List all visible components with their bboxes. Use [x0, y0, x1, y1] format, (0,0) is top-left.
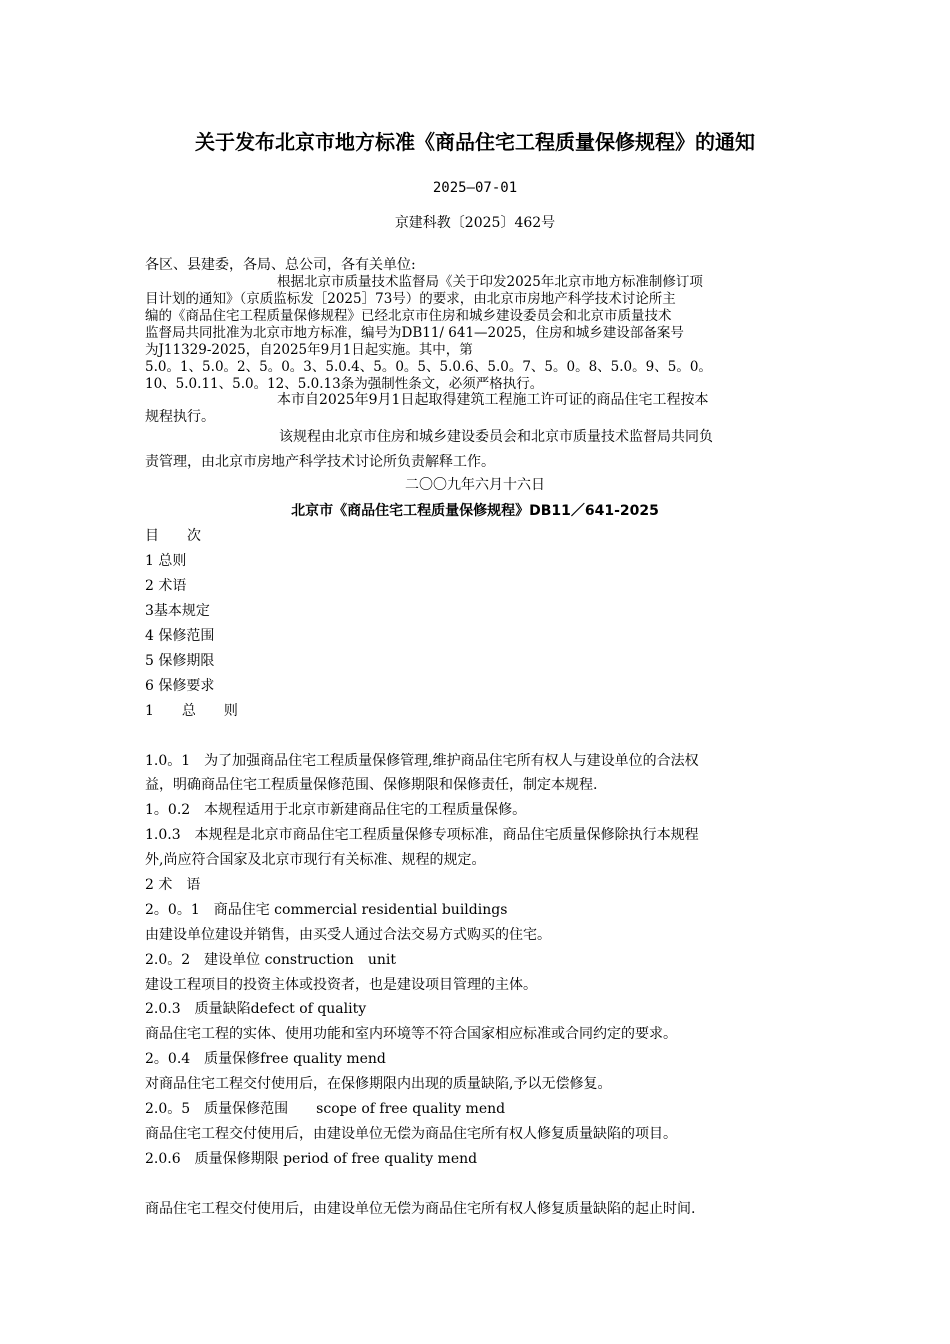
clause-line: 1.0.3 本规程是北京市商品住宅工程质量保修专项标准，商品住宅质量保修除执行本规程: [145, 827, 699, 843]
term-definition: 商品住宅工程交付使用后，由建设单位无偿为商品住宅所有权人修复质量缺陷的起止时间.: [145, 1201, 696, 1217]
toc-item: 4 保修范围: [145, 628, 215, 644]
salutation: 各区、县建委，各局、总公司，各有关单位:: [145, 257, 416, 273]
term-definition: 建设工程项目的投资主体或投资者，也是建设项目管理的主体。: [145, 977, 537, 993]
toc-item: 5 保修期限: [145, 653, 215, 669]
clause-1-0-2: 1。0.2 本规程适用于北京市新建商品住宅的工程质量保修。: [145, 802, 527, 818]
clause-line: 1.0。1 为了加强商品住宅工程质量保修管理,维护商品住宅所有权人与建设单位的合法权: [145, 753, 699, 769]
term-definition: 由建设单位建设并销售，由买受人通过合法交易方式购买的住宅。: [145, 927, 551, 943]
toc-item: 6 保修要求: [145, 678, 215, 694]
document-number: 京建科教〔2025〕462号: [394, 215, 556, 231]
paragraph-line: 根据北京市质量技术监督局《关于印发2025年北京市地方标准制修订项: [277, 274, 703, 290]
standard-title: 北京市《商品住宅工程质量保修规程》DB11／641-2025: [291, 503, 659, 519]
toc-item: 3基本规定: [145, 603, 210, 619]
clause-line: 外,尚应符合国家及北京市现行有关标准、规程的规定。: [145, 852, 486, 868]
term-heading: 2.0。5 质量保修范围 scope of free quality mend: [145, 1101, 506, 1117]
chapter-2-heading: 2 术 语: [145, 877, 201, 893]
paragraph-line: 监督局共同批准为北京市地方标准，编号为DB11/ 641—2025，住房和城乡建设部备案号: [145, 325, 684, 341]
chapter-1-heading: 1 总 则: [145, 703, 238, 719]
paragraph-line: 5.0。1、5.0。2、5。0。3、5.0.4、5。0。5、5.0.6、5.0。7、5。0。8、5.0。9、5。0。: [145, 359, 712, 375]
term-heading: 2.0.6 质量保修期限 period of free quality mend: [145, 1151, 478, 1167]
paragraph-line: 10、5.0.11、5.0。12、5.0.13条为强制性条文，必须严格执行。: [145, 376, 544, 392]
paragraph-line: 编的《商品住宅工程质量保修规程》已经北京市住房和城乡建设委员会和北京市质量技术: [145, 308, 672, 324]
term-definition: 商品住宅工程的实体、使用功能和室内环境等不符合国家相应标准或合同约定的要求。: [145, 1026, 677, 1042]
term-definition: 对商品住宅工程交付使用后，在保修期限内出现的质量缺陷,予以无偿修复。: [145, 1076, 612, 1092]
sign-date: 二〇〇九年六月十六日: [405, 477, 545, 493]
notice-title: 关于发布北京市地方标准《商品住宅工程质量保修规程》的通知: [195, 130, 755, 154]
paragraph-line: 责管理，由北京市房地产科学技术讨论所负责解释工作。: [145, 454, 495, 470]
toc-heading: 目 次: [145, 528, 201, 544]
term-heading: 2。0。1 商品住宅 commercial residential buildings: [145, 902, 508, 918]
term-heading: 2。0.4 质量保修free quality mend: [145, 1051, 386, 1067]
paragraph-line: 为J11329-2025，自2025年9月1日起实施。其中，第: [145, 342, 473, 358]
paragraph-line: 目计划的通知》（京质监标发［2025］73号）的要求，由北京市房地产科学技术讨论所主: [145, 291, 676, 307]
clause-line: 益，明确商品住宅工程质量保修范围、保修期限和保修责任，制定本规程.: [145, 777, 598, 793]
toc-item: 1 总则: [145, 553, 187, 569]
paragraph-line: 该规程由北京市住房和城乡建设委员会和北京市质量技术监督局共同负: [279, 429, 713, 445]
paragraph-line: 规程执行。: [145, 409, 215, 425]
notice-date: 2025—07-01: [432, 180, 518, 196]
term-heading: 2.0.3 质量缺陷defect of quality: [145, 1001, 367, 1017]
paragraph-line: 本市自2025年9月1日起取得建筑工程施工许可证的商品住宅工程按本: [277, 392, 709, 408]
term-definition: 商品住宅工程交付使用后，由建设单位无偿为商品住宅所有权人修复质量缺陷的项目。: [145, 1126, 677, 1142]
term-heading: 2.0。2 建设单位 construction unit: [145, 952, 396, 968]
toc-item: 2 术语: [145, 578, 187, 594]
